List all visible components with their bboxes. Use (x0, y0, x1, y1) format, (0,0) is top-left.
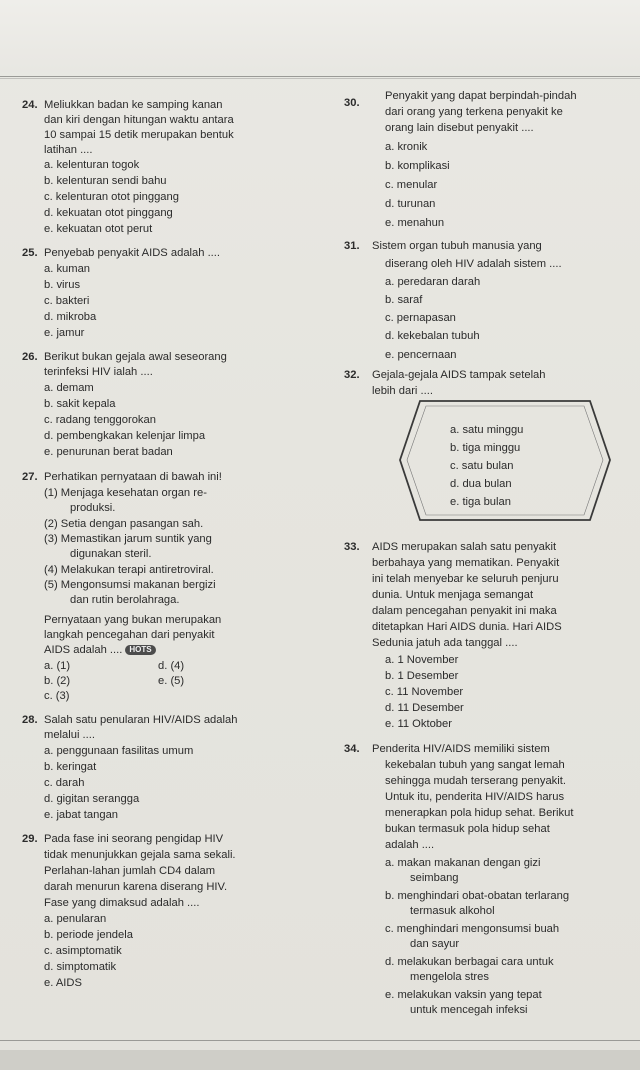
q31-stem-1: Sistem organ tubuh manusia yang (372, 240, 542, 252)
q26-option-e: e. penurunan berat badan (44, 446, 173, 458)
q32-stem-1: Gejala-gejala AIDS tampak setelah (372, 369, 546, 381)
q32-option-b: b. tiga minggu (450, 442, 521, 454)
q29-option-d: d. simptomatik (44, 961, 117, 973)
blank-top-margin (0, 0, 640, 72)
q29-number: 29. (22, 833, 38, 845)
q34-option-b-cont: termasuk alkohol (410, 905, 495, 917)
q25-option-e: e. jamur (44, 327, 85, 339)
q27-option-c: c. (3) (44, 690, 70, 702)
bottom-margin (0, 1050, 640, 1070)
q30-number: 30. (344, 97, 360, 109)
q24-stem-2: dan kiri dengan hitungan waktu antara (44, 114, 234, 126)
q33-stem-4: dunia. Untuk menjaga semangat (372, 589, 534, 601)
q34-stem-5: menerapkan pola hidup sehat. Berikut (385, 807, 574, 819)
q30-stem-3: orang lain disebut penyakit .... (385, 122, 534, 134)
q28-stem-2: melalui .... (44, 729, 95, 741)
q26-option-a: a. demam (44, 382, 94, 394)
q33-stem-7: Sedunia jatuh ada tanggal .... (372, 637, 518, 649)
q33-option-b: b. 1 Desember (385, 670, 459, 682)
q31-option-d: d. kekebalan tubuh (385, 330, 480, 342)
q28-option-a: a. penggunaan fasilitas umum (44, 745, 194, 757)
q25-number: 25. (22, 247, 38, 259)
q30-option-b: b. komplikasi (385, 160, 450, 172)
q34-option-c: c. menghindari mengonsumsi buah (385, 923, 560, 935)
q34-stem-7: adalah .... (385, 839, 435, 851)
q27-statement-3-cont: digunakan steril. (70, 548, 152, 560)
q33-stem-6: ditetapkan Hari AIDS dunia. Hari AIDS (372, 621, 562, 633)
q33-stem-3: ini telah menyebar ke seluruh penjuru (372, 573, 559, 585)
q27-option-b: b. (2) (44, 675, 71, 687)
q25-option-a: a. kuman (44, 263, 91, 275)
q24-number: 24. (22, 99, 38, 111)
q27-option-a: a. (1) (44, 660, 71, 672)
q31-number: 31. (344, 240, 360, 252)
q34-stem-6: bukan termasuk pola hidup sehat (385, 823, 550, 835)
q33-stem-5: dalam pencegahan penyakit ini maka (372, 605, 557, 617)
q27-option-d: d. (4) (158, 660, 185, 672)
q30-stem-2: dari orang yang terkena penyakit ke (385, 106, 563, 118)
q34-option-d: d. melakukan berbagai cara untuk (385, 956, 554, 968)
q28-option-b: b. keringat (44, 761, 97, 773)
q34-stem-4: Untuk itu, penderita HIV/AIDS harus (385, 791, 565, 803)
q29-stem-2: tidak menunjukkan gejala sama sekali. (44, 849, 236, 861)
q29-stem-3: Perlahan-lahan jumlah CD4 dalam (44, 865, 216, 877)
q33-option-c: c. 11 November (385, 686, 464, 698)
hots-badge: HOTS (125, 645, 155, 655)
q34-option-a: a. makan makanan dengan gizi (385, 857, 541, 869)
q28-stem-1: Salah satu penularan HIV/AIDS adalah (44, 714, 238, 726)
top-rule-thin (0, 78, 640, 79)
q28-option-d: d. gigitan serangga (44, 793, 140, 805)
q33-stem-1: AIDS merupakan salah satu penyakit (372, 541, 557, 553)
q25-option-b: b. virus (44, 279, 81, 291)
q32-stem-2: lebih dari .... (372, 385, 433, 397)
q27-question-2: langkah pencegahan dari penyakit (44, 629, 215, 641)
q27-statement-1-cont: produksi. (70, 502, 116, 514)
q32-option-a: a. satu minggu (450, 424, 524, 436)
q26-option-c: c. radang tenggorokan (44, 414, 156, 426)
q32-option-c: c. satu bulan (450, 460, 514, 472)
q30-option-a: a. kronik (385, 141, 428, 153)
q26-stem-1: Berikut bukan gejala awal seseorang (44, 351, 227, 363)
q27-question-3 (44, 644, 156, 657)
q33-stem-2: berbahaya yang mematikan. Penyakit (372, 557, 560, 569)
q27-statement-5-cont: dan rutin berolahraga. (70, 594, 180, 606)
q26-number: 26. (22, 351, 38, 363)
q26-option-d: d. pembengkakan kelenjar limpa (44, 430, 206, 442)
q24-option-d: d. kekuatan otot pinggang (44, 207, 173, 219)
bottom-rule (0, 1040, 640, 1041)
q28-number: 28. (22, 714, 38, 726)
q29-stem-4: darah menurun karena diserang HIV. (44, 881, 228, 893)
q25-option-d: d. mikroba (44, 311, 97, 323)
q27-statement-4: (4) Melakukan terapi antiretroviral. (44, 564, 214, 576)
q26-option-b: b. sakit kepala (44, 398, 116, 410)
q29-option-a: a. penularan (44, 913, 107, 925)
q24-stem-4: latihan .... (44, 144, 93, 156)
q25-option-c: c. bakteri (44, 295, 90, 307)
q29-option-c: c. asimptomatik (44, 945, 122, 957)
q27-statement-5: (5) Mengonsumsi makanan bergizi (44, 579, 216, 591)
q31-option-a: a. peredaran darah (385, 276, 481, 288)
q27-option-e: e. (5) (158, 675, 185, 687)
q33-option-d: d. 11 Desember (385, 702, 464, 714)
q31-option-e: e. pencernaan (385, 349, 457, 361)
q32-option-e: e. tiga bulan (450, 496, 511, 508)
q29-stem-5: Fase yang dimaksud adalah .... (44, 897, 200, 909)
q34-stem-2: kekebalan tubuh yang sangat lemah (385, 759, 565, 771)
q24-option-b: b. kelenturan sendi bahu (44, 175, 167, 187)
q31-option-b: b. saraf (385, 294, 423, 306)
q34-option-e: e. melakukan vaksin yang tepat (385, 989, 542, 1001)
q26-stem-2: terinfeksi HIV ialah .... (44, 366, 153, 378)
q33-option-e: e. 11 Oktober (385, 718, 452, 730)
q29-stem-1: Pada fase ini seorang pengidap HIV (44, 833, 224, 845)
q34-option-b: b. menghindari obat-obatan terlarang (385, 890, 570, 902)
q34-stem-3: sehingga mudah terserang penyakit. (385, 775, 566, 787)
q34-option-c-cont: dan sayur (410, 938, 460, 950)
q27-question-3-text: AIDS adalah .... (44, 644, 123, 656)
q24-option-a: a. kelenturan togok (44, 159, 140, 171)
q27-statement-3: (3) Memastikan jarum suntik yang (44, 533, 212, 545)
q33-number: 33. (344, 541, 360, 553)
q24-stem-1: Meliukkan badan ke samping kanan (44, 99, 223, 111)
q34-number: 34. (344, 743, 360, 755)
q34-option-d-cont: mengelola stres (410, 971, 489, 983)
q27-question-1: Pernyataan yang bukan merupakan (44, 614, 222, 626)
top-rule (0, 76, 640, 77)
q34-option-a-cont: seimbang (410, 872, 459, 884)
q27-statement-2: (2) Setia dengan pasangan sah. (44, 518, 204, 530)
q27-stem-1: Perhatikan pernyataan di bawah ini! (44, 471, 222, 483)
q30-option-c: c. menular (385, 179, 438, 191)
q24-stem-3: 10 sampai 15 detik merupakan bentuk (44, 129, 234, 141)
q29-option-e: e. AIDS (44, 977, 82, 989)
q24-option-c: c. kelenturan otot pinggang (44, 191, 179, 203)
q24-option-e: e. kekuatan otot perut (44, 223, 153, 235)
q25-stem-1: Penyebab penyakit AIDS adalah .... (44, 247, 221, 259)
q32-number: 32. (344, 369, 360, 381)
q28-option-e: e. jabat tangan (44, 809, 119, 821)
q33-option-a: a. 1 November (385, 654, 459, 666)
q31-stem-2: diserang oleh HIV adalah sistem .... (385, 258, 562, 270)
q34-stem-1: Penderita HIV/AIDS memiliki sistem (372, 743, 550, 755)
q31-option-c: c. pernapasan (385, 312, 456, 324)
q30-stem-1: Penyakit yang dapat berpindah-pindah (385, 90, 577, 102)
q30-option-d: d. turunan (385, 198, 436, 210)
q30-option-e: e. menahun (385, 217, 445, 229)
q34-option-e-cont: untuk mencegah infeksi (410, 1004, 528, 1016)
q27-number: 27. (22, 471, 38, 483)
q28-option-c: c. darah (44, 777, 85, 789)
q29-option-b: b. periode jendela (44, 929, 133, 941)
q27-statement-1: (1) Menjaga kesehatan organ re- (44, 487, 207, 499)
q32-option-d: d. dua bulan (450, 478, 512, 490)
